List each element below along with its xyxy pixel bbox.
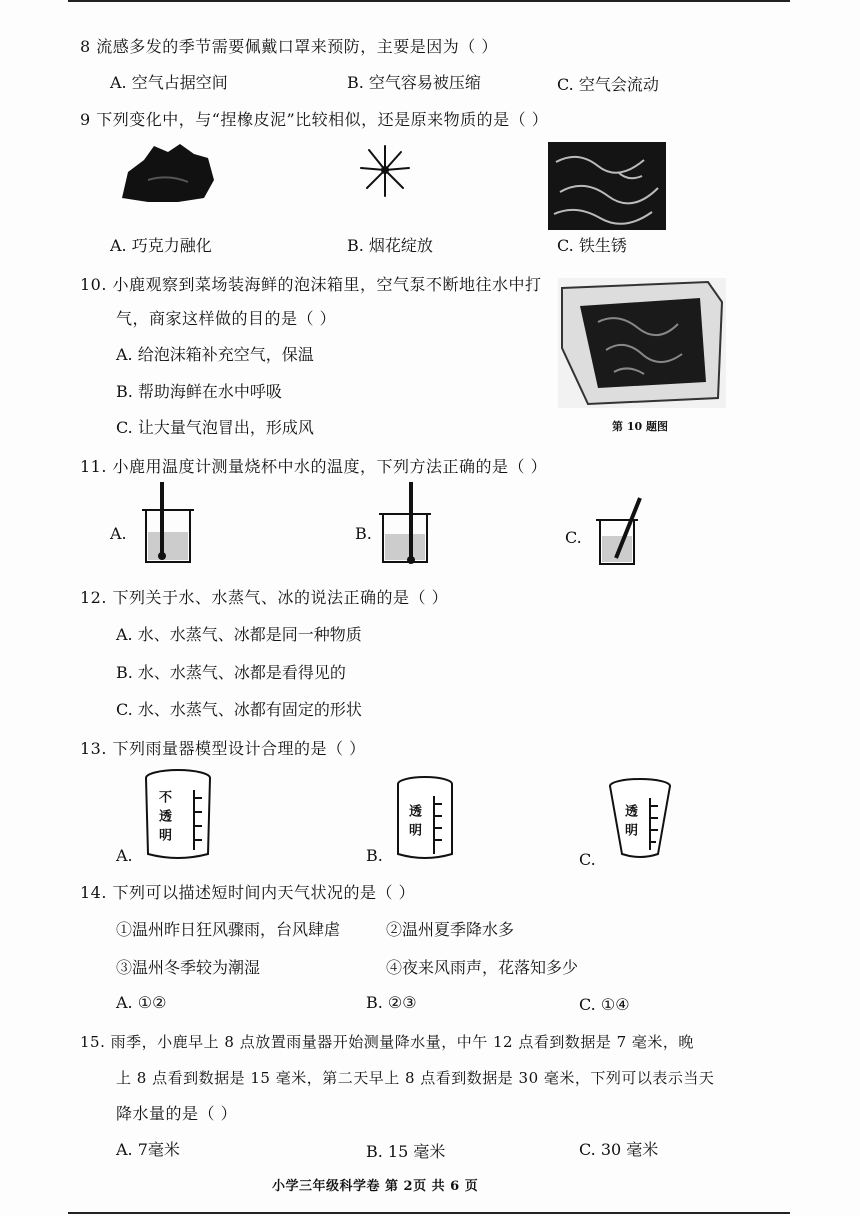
q12-option-c: C. 水、水蒸气、冰都有固定的形状 [116,700,362,719]
q10-stem-line2: 气，商家这样做的目的是（ ） [116,309,337,328]
foam-box-image [558,278,726,408]
q10-stem-line1: 10. 小鹿观察到菜场装海鲜的泡沫箱里，空气泵不断地往水中打 [80,275,542,294]
q13-option-b: B. [366,846,383,865]
q9-option-c: C. 铁生锈 [557,236,627,255]
q15-stem-line1: 15. 雨季，小鹿早上 8 点放置雨量器开始测量降水量，中午 12 点看到数据是 7 毫米，晚 [80,1033,694,1051]
q13-stem: 13. 下列雨量器模型设计合理的是（ ） [80,739,366,758]
q9-option-a: A. 巧克力融化 [110,236,212,255]
gauge-c-label: 透明 [622,804,637,842]
q14-statement-3: ③温州冬季较为潮湿 [116,958,261,977]
q10-option-c: C. 让大量气泡冒出，形成风 [116,418,314,437]
q8-stem: 8 流感多发的季节需要佩戴口罩来预防，主要是因为（ ） [80,37,498,56]
q12-option-a: A. 水、水蒸气、冰都是同一种物质 [116,625,362,644]
q14-option-b: B. ②③ [366,993,417,1012]
q15-option-a: A. 7毫米 [116,1140,180,1159]
q15-option-c: C. 30 毫米 [579,1140,659,1159]
q11-stem: 11. 小鹿用温度计测量烧杯中水的温度，下列方法正确的是（ ） [80,457,548,476]
rain-gauge-a [140,766,216,862]
q8-option-c: C. 空气会流动 [557,75,659,94]
q12-option-b: B. 水、水蒸气、冰都是看得见的 [116,663,346,682]
q14-statement-2: ②温州夏季降水多 [386,920,515,939]
q15-stem-line3: 降水量的是（ ） [116,1104,238,1123]
rusty-iron-image [548,142,666,230]
q14-statement-4: ④夜来风雨声，花落知多少 [386,958,579,977]
gauge-a-label: 不透明 [156,790,171,847]
q11-option-b: B. [355,524,372,543]
q13-option-a: A. [116,846,133,865]
bottom-rule [68,1212,790,1214]
q10-option-b: B. 帮助海鲜在水中呼吸 [116,382,282,401]
q8-option-b: B. 空气容易被压缩 [347,73,481,92]
beaker-thermometer-a [138,480,198,566]
q8-option-a: A. 空气占据空间 [110,73,228,92]
q14-option-c: C. ①④ [579,995,630,1014]
chocolate-image [118,140,218,205]
q9-option-b: B. 烟花绽放 [347,236,433,255]
q14-statement-1: ①温州昨日狂风骤雨，台风肆虐 [116,920,341,939]
q11-option-c: C. [565,528,582,547]
gauge-b-label: 透明 [406,804,421,842]
beaker-thermometer-c [594,496,644,568]
top-rule [68,0,790,2]
q11-option-a: A. [110,524,127,543]
beaker-thermometer-b [375,480,435,566]
q15-option-b: B. 15 毫米 [366,1142,446,1161]
page-footer: 小学三年级科学卷 第 2页 共 6 页 [272,1179,479,1194]
fireworks-image [355,140,415,202]
q9-stem: 9 下列变化中，与“捏橡皮泥”比较相似，还是原来物质的是（ ） [80,110,549,129]
q15-stem-line2: 上 8 点看到数据是 15 毫米，第二天早上 8 点看到数据是 30 毫米，下列可以表示当天 [116,1069,715,1087]
rain-gauge-c [606,776,674,860]
q14-option-a: A. ①② [116,993,167,1012]
q10-figure-caption: 第 10 题图 [612,420,668,433]
q10-option-a: A. 给泡沫箱补充空气，保温 [116,345,314,364]
q12-stem: 12. 下列关于水、水蒸气、冰的说法正确的是（ ） [80,588,449,607]
q14-stem: 14. 下列可以描述短时间内天气状况的是（ ） [80,883,416,902]
q13-option-c: C. [579,850,596,869]
